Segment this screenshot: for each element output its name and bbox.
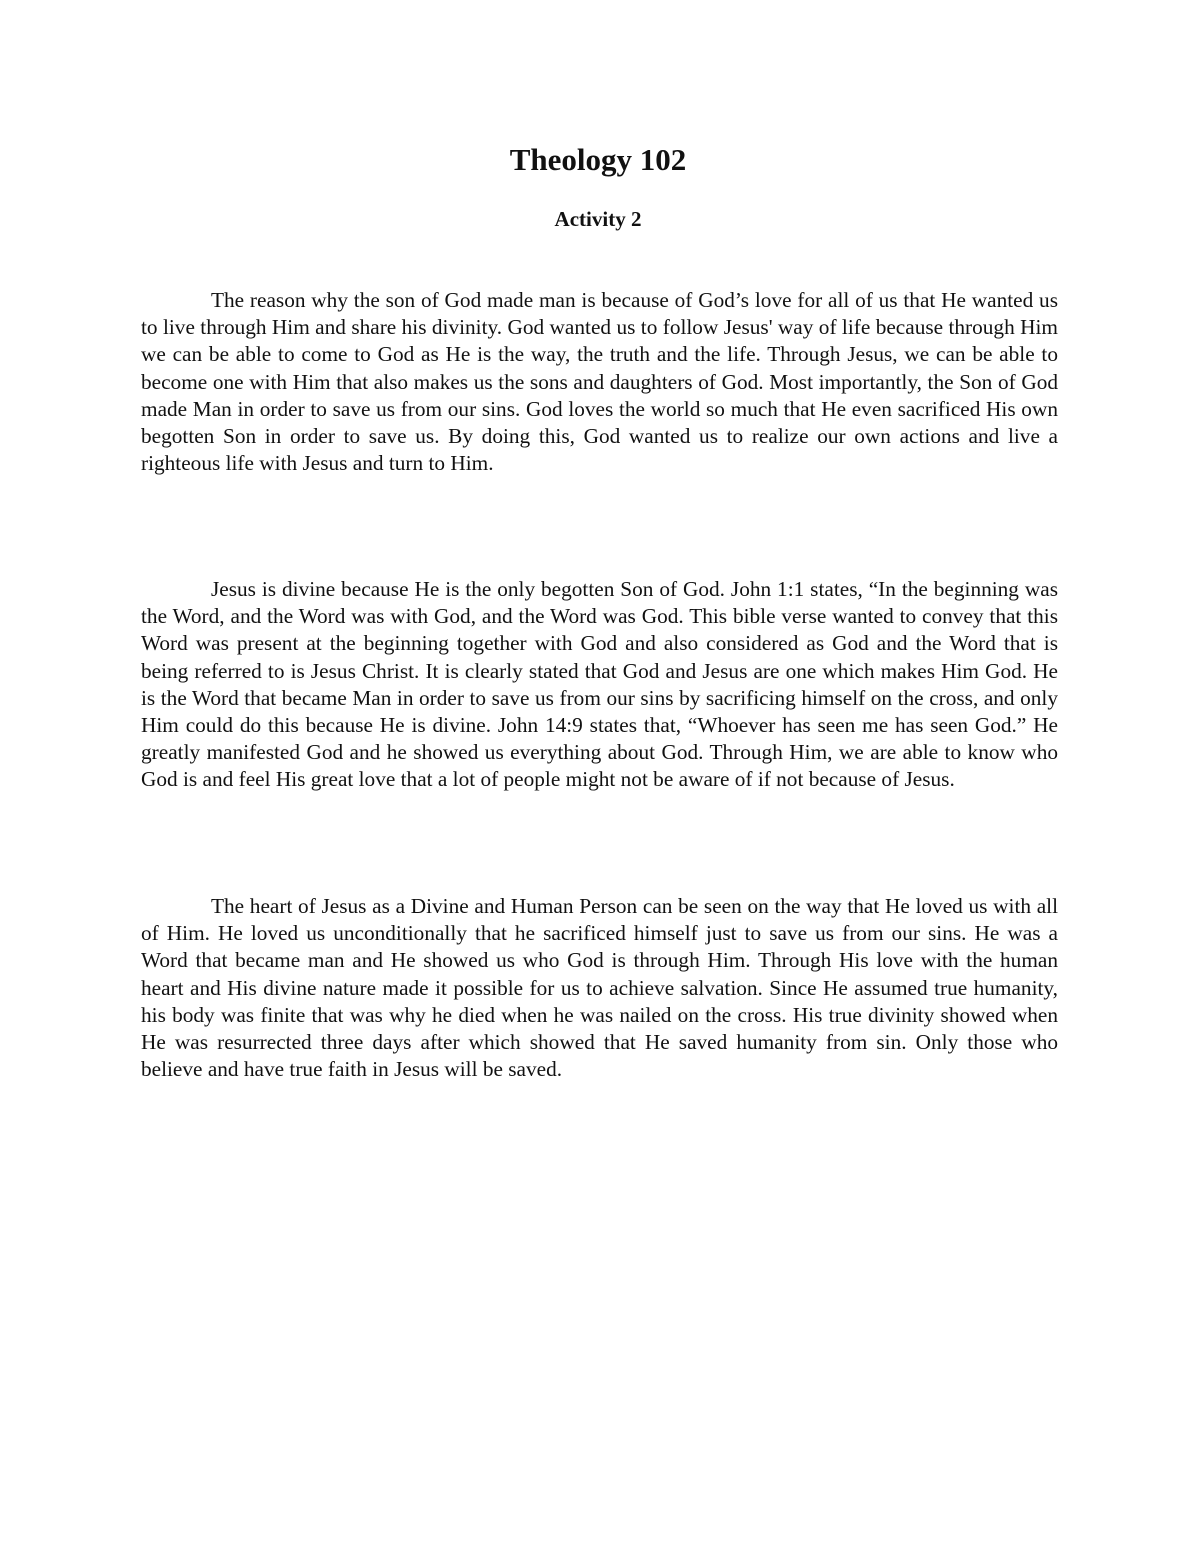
paragraph-2: Jesus is divine because He is the only begotten Son of God. John 1:1 states, “In the beginning was the Word, and the Word was with God, and the Word was God. This bible verse wanted to convey that this Word was present at the beginning together with God and also considered as God and the Word that is being referred to is Jesus Christ. It is clearly stated that God and Jesus are one which makes Him God. He is the Word that became Man in order to save us from our sins by sacrificing himself on the cross, and only Him could do this because He is divine. John 14:9 states that, “Whoever has seen me has seen God.” He greatly manifested God and he showed us everything about God. Through Him, we are able to know who God is and feel His great love that a lot of people might not be aware of if not because of Jesus. [141, 577, 1058, 792]
document-subtitle: Activity 2 [554, 207, 642, 231]
document-title: Theology 102 [509, 142, 687, 177]
paragraph-3: The heart of Jesus as a Divine and Human Person can be seen on the way that He loved us with all of Him. He loved us unconditionally that he sacrificed himself just to save us from our sins. He was a Word that became man and He showed us who God is through Him. Through His love with the human heart and His divine nature made it possible for us to achieve salvation. Since He assumed true humanity, his body was finite that was why he died when he was nailed on the cross. His true divinity showed when He was resurrected three days after which showed that He saved humanity from sin. Only those who believe and have true faith in Jesus will be saved. [141, 894, 1058, 1082]
paragraph-1: The reason why the son of God made man is because of God’s love for all of us that He wanted us to live through Him and share his divinity. God wanted us to follow Jesus' way of life because through Him we can be able to come to God as He is the way, the truth and the life. Through Jesus, we can be able to become one with Him that also makes us the sons and daughters of God. Most importantly, the Son of God made Man in order to save us from our sins. God loves the world so much that He even sacrificed His own begotten Son in order to save us. By doing this, God wanted us to realize our own actions and live a righteous life with Jesus and turn to Him. [141, 288, 1058, 476]
